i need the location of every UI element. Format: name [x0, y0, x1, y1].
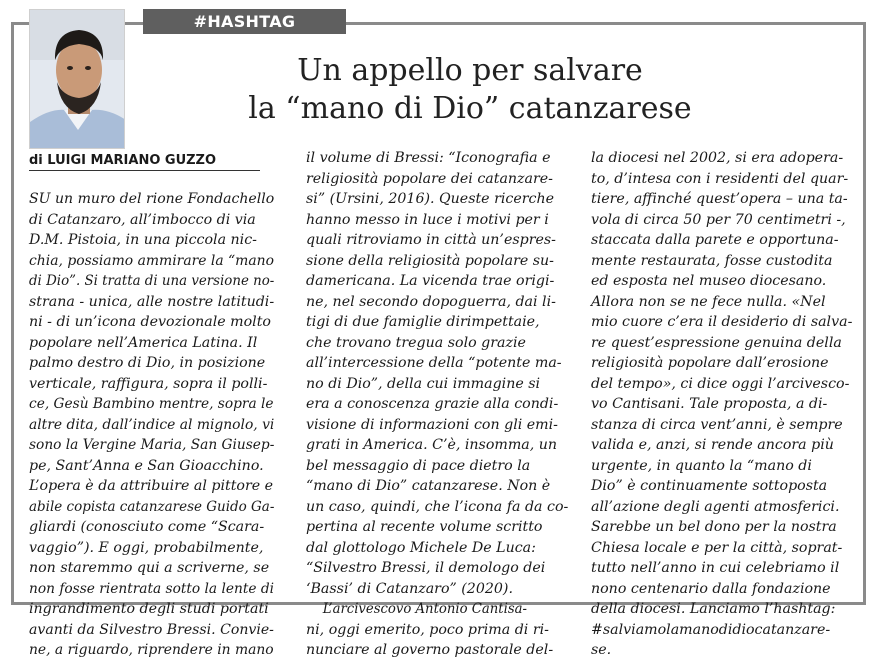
column-line: urgente, in quanto la “mano di [591, 457, 812, 474]
column-line: Allora non se ne fece nulla. «Nel [591, 293, 826, 310]
column-line: il volume di Bressi: “Iconografia e [306, 150, 551, 166]
column-line: nunciare al governo pastorale del- [306, 642, 554, 658]
column-line: visione di informazioni con gli emi- [306, 416, 558, 433]
column-line: chia, possiamo ammirare la “mano [29, 252, 274, 269]
column-line: abile copista catanzarese Guido Ga- [29, 498, 275, 515]
column-line: all’intercessione della “potente ma- [306, 355, 562, 371]
column-line: pertina al recente volume scritto [306, 519, 543, 535]
column-line: la diocesi nel 2002, si era adopera- [591, 150, 844, 166]
column-line: vaggio”). E oggi, probabilmente, [29, 539, 264, 556]
column-line: ce, Gesù Bambino mentre, sopra le [29, 396, 274, 412]
column-line: se. [591, 642, 612, 658]
column-line: vo Cantisani. Tale proposta, a di- [591, 396, 828, 412]
column-line: sono la Vergine Maria, San Giusep- [29, 437, 275, 453]
column-line: damericana. La vicenda trae origi- [306, 273, 555, 289]
column-line: avanti da Silvestro Bressi. Convie- [29, 621, 274, 638]
column-line: valida e, anzi, si rende ancora più [591, 437, 834, 453]
column-line: ingrandimento degli studi portati [29, 601, 269, 617]
column-line: ed esposta nel museo diocesano. [591, 273, 827, 289]
column-line: Sarebbe un bel dono per la nostra [591, 519, 837, 535]
column-line: mente restaurata, fosse custodita [591, 252, 833, 269]
column-line: “Silvestro Bressi, il demologo dei [306, 560, 546, 576]
column-line: un caso, quindi, che l’icona fa da co- [306, 498, 569, 515]
column-line: strana - unica, alle nostre latitudi- [29, 293, 275, 310]
column-line: SU un muro del rione Fondachello [29, 191, 275, 207]
column-line: ni, oggi emerito, poco prima di ri- [306, 621, 549, 638]
column-line: religiosità popolare dei catanzare- [306, 170, 553, 187]
column-line: della diocesi. Lanciamo l’hashtag: [591, 601, 836, 617]
column-line: ‘Bassi’ di Catanzaro” (2020). [306, 580, 513, 597]
column-line: stanza di circa vent’anni, è sempre [591, 416, 843, 433]
column-line: tiere, affinché quest’opera – una ta- [591, 191, 848, 207]
column-line: che trovano tregua solo grazie [306, 334, 526, 351]
article-column-1 [29, 189, 274, 661]
column-line: re quest’espressione genuina della [591, 334, 842, 351]
column-line: staccata dalla parete e opportuna- [591, 232, 839, 248]
column-line: D.M. Pistoia, in una piccola nic- [29, 232, 257, 248]
column-line: nono centenario dalla fondazione [591, 580, 831, 597]
column-line: mio cuore c’era il desiderio di salva- [591, 314, 853, 330]
column-line: pe, Sant’Anna e San Gioacchino. [29, 457, 264, 474]
column-line: sione della religiosità popolare su- [306, 252, 554, 269]
column-line: si” (Ursini, 2016). Queste ricerche [306, 191, 555, 207]
column-line: era a conoscenza grazie alla condi- [306, 396, 559, 412]
column-line: di Catanzaro, all’imbocco di via [29, 211, 256, 228]
column-line: grati in America. C’è, insomma, un [306, 437, 558, 453]
column-line: verticale, raffigura, sopra il polli- [29, 375, 268, 392]
column-line: Chiesa locale e per la città, soprat- [591, 539, 843, 556]
column-line: gliardi (conosciuto come “Scara- [29, 519, 265, 535]
column-line: non fosse rientrata sotto la lente di [29, 580, 275, 597]
column-line: religiosità popolare dall’erosione [591, 355, 829, 371]
column-line: del tempo», ci dice oggi l’arcivesco- [591, 375, 850, 392]
column-line: ne, a riguardo, riprendere in mano [29, 642, 274, 658]
column-line: hanno messo in luce i motivi per i [306, 211, 549, 228]
title-line-2: la “mano di Dio” catanzarese [248, 91, 692, 126]
section-tag: #HASHTAG ECCLESIALI [143, 9, 346, 34]
column-line: L’opera è da attribuire al pittore e [29, 478, 274, 494]
article-column-3 [591, 148, 855, 661]
author-photo [29, 9, 125, 149]
column-line: di Dio”. Si tratta di una versione no- [29, 273, 275, 289]
column-line: dal glottologo Michele De Luca: [306, 539, 536, 556]
column-line: all’azione degli agenti atmosferici. [591, 498, 840, 515]
column-line: L’arcivescovo Antonio Cantisa- [322, 601, 527, 617]
column-line: popolare nell’America Latina. Il [29, 334, 258, 351]
column-line: Dio” è continuamente sottoposta [591, 478, 828, 494]
column-line: ni - di un’icona devozionale molto [29, 314, 271, 330]
article-title [210, 52, 730, 128]
column-line: vola di circa 50 per 70 centimetri -, [591, 211, 846, 228]
column-line: ne, nel secondo dopoguerra, dai li- [306, 293, 556, 310]
column-line: tutto nell’anno in cui celebriamo il [591, 560, 840, 576]
column-line: non staremmo qui a scriverne, se [29, 560, 270, 576]
column-line: bel messaggio di pace dietro la [306, 457, 531, 474]
title-line-1: Un appello per salvare [297, 53, 643, 88]
column-line: “mano di Dio” catanzarese. Non è [306, 478, 551, 494]
author-byline: di LUIGI MARIANO GUZZO [29, 151, 260, 171]
column-line: tigi di due famiglie dirimpettaie, [306, 314, 540, 330]
column-line: #salviamolamanodidiocatanzare- [591, 621, 831, 638]
column-line: altre dita, dall’indice al mignolo, vi [29, 416, 275, 433]
article-column-2 [306, 148, 572, 661]
column-line: to, d’intesa con i residenti del quar- [591, 170, 849, 187]
column-line: palmo destro di Dio, in posizione [29, 355, 266, 371]
column-line: no di Dio”, della cui immagine si [306, 375, 541, 392]
column-line: quali ritroviamo in città un’espres- [306, 232, 556, 248]
